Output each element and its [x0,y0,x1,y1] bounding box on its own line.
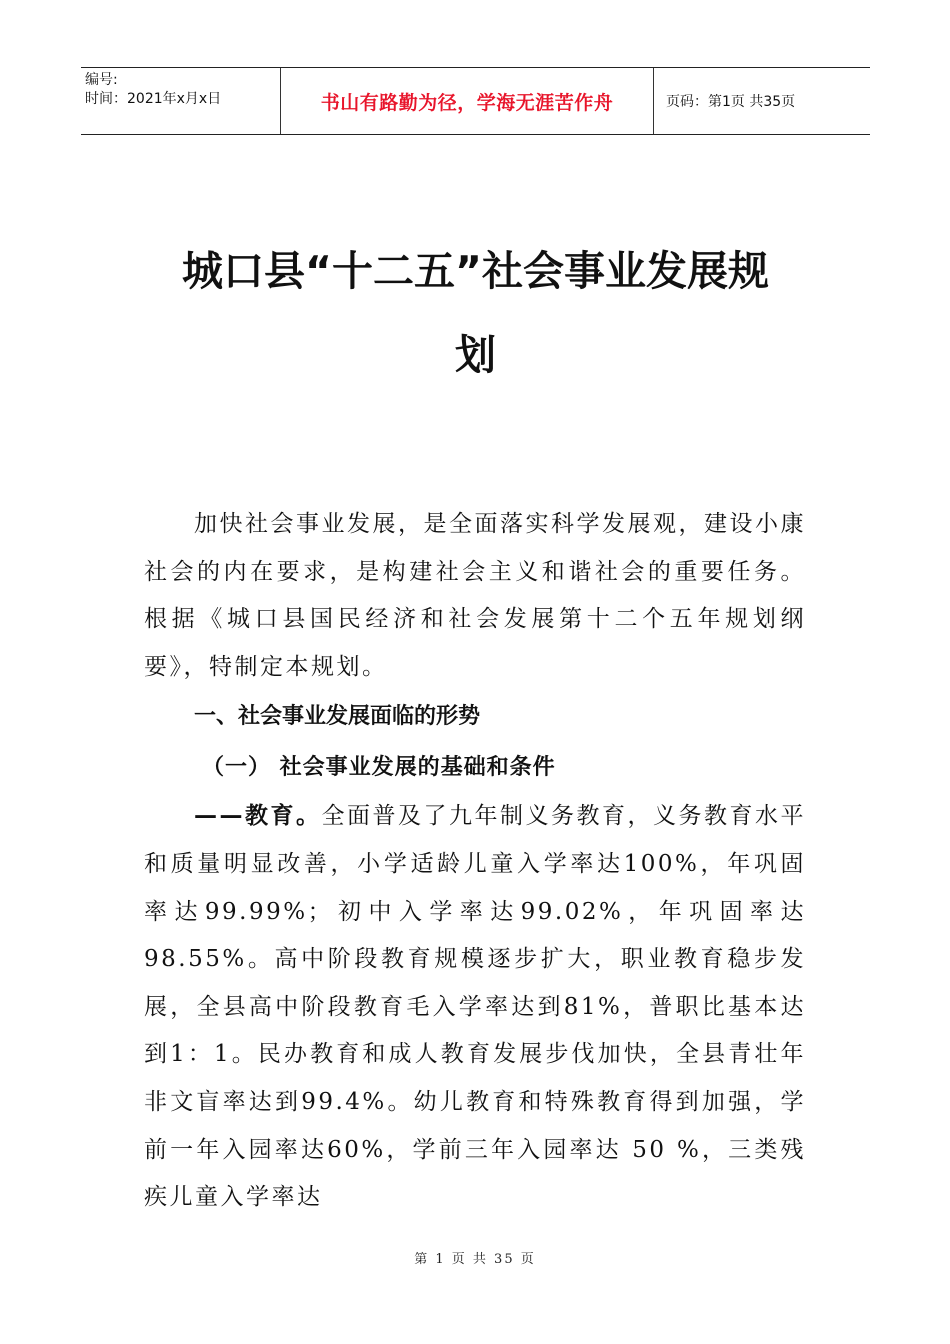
intro-paragraph: 加快社会事业发展，是全面落实科学发展观，建设小康社会的内在要求，是构建社会主义和谐社会的重要任务。根据《城口县国民经济和社会发展第十二个五年规划纲要》，特制定本规划。 [144,511,806,680]
subsection-heading: （一） 社会事业发展的基础和条件 [202,754,556,781]
document-title-line1: 城口县“十二五”社会事业发展规 [182,247,769,295]
education-text: 全面普及了九年制义务教育，义务教育水平和质量明显改善，小学适龄儿童入学率达100%，年巩固率达99.99%；初中入学率达99.02%，年巩固率达98.55%。高中阶段教育规模逐步扩大，职业教育稳步发展，全县高中阶段教育毛入学率达到81%，普职比基本达到1：1。民办教育和成人教育发展步伐加快，全县青壮年非文盲率达到99.4%。幼儿教育和特殊教育得到加强，学前一年入园率达60%，学前三年入园率达 50 %，三类残疾儿童入学率达 [144,803,806,1211]
header-meta-cell [81,68,281,134]
document-time-label: 时间：2021年x月x日 [85,91,222,107]
document-number-label: 编号: [85,72,118,88]
document-header [81,67,870,135]
education-label: ——教育。 [194,803,322,830]
document-title-line2: 划 [455,331,496,379]
header-page-info: 页码：第1页 共35页 [666,94,796,110]
header-motto: 书山有路勤为径，学海无涯苦作舟 [281,68,654,134]
education-paragraph [144,793,806,1221]
document-body [144,501,806,1222]
section-heading: 一、社会事业发展面临的形势 [194,704,481,730]
page-footer: 第 1 页 共 35 页 [414,1252,536,1267]
